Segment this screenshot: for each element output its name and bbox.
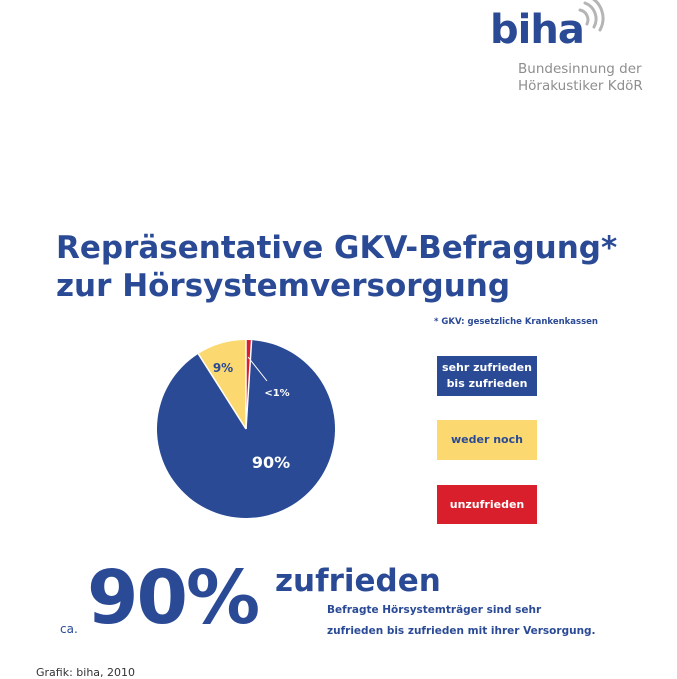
summary-line1: Befragte Hörsystemträger sind sehr xyxy=(327,604,542,616)
legend-item-dissatisfied xyxy=(437,485,537,524)
logo-subtitle-line2: Hörakustiker KdöR xyxy=(518,78,643,94)
logo-subtitle-line1: Bundesinnung der xyxy=(518,61,642,77)
legend-label-satisfied-line1: sehr zufrieden xyxy=(442,361,532,374)
legend-label-satisfied-line2: bis zufrieden xyxy=(446,377,528,390)
legend-label-dissatisfied: unzufrieden xyxy=(449,497,525,511)
sound-waves-icon xyxy=(578,0,606,38)
headline-summary xyxy=(327,600,596,642)
legend-label-neutral: weder noch xyxy=(451,433,523,446)
chart-title xyxy=(56,229,617,305)
logo-wordmark: biha xyxy=(490,7,584,53)
data-label-dissatisfied: <1% xyxy=(264,388,290,399)
title-line2: zur Hörsystemversorgung xyxy=(56,268,511,304)
pie-chart xyxy=(150,333,350,533)
headline-prefix: ca. xyxy=(60,622,78,636)
headline-word: zufrieden xyxy=(275,563,441,599)
logo-subtitle xyxy=(518,61,643,95)
footnote: * GKV: gesetzliche Krankenkassen xyxy=(434,317,598,327)
biha-logo xyxy=(486,0,656,100)
title-line1: Repräsentative GKV-Befragung* xyxy=(56,230,618,266)
legend-item-satisfied xyxy=(437,356,537,396)
data-label-neutral: 9% xyxy=(212,361,234,375)
legend-item-neutral xyxy=(437,420,537,460)
source-note: Grafik: biha, 2010 xyxy=(36,666,136,679)
headline-number: 90% xyxy=(87,555,259,641)
summary-line2: zufrieden bis zufrieden mit ihrer Versorgung. xyxy=(327,625,596,637)
data-label-satisfied: 90% xyxy=(251,453,291,472)
